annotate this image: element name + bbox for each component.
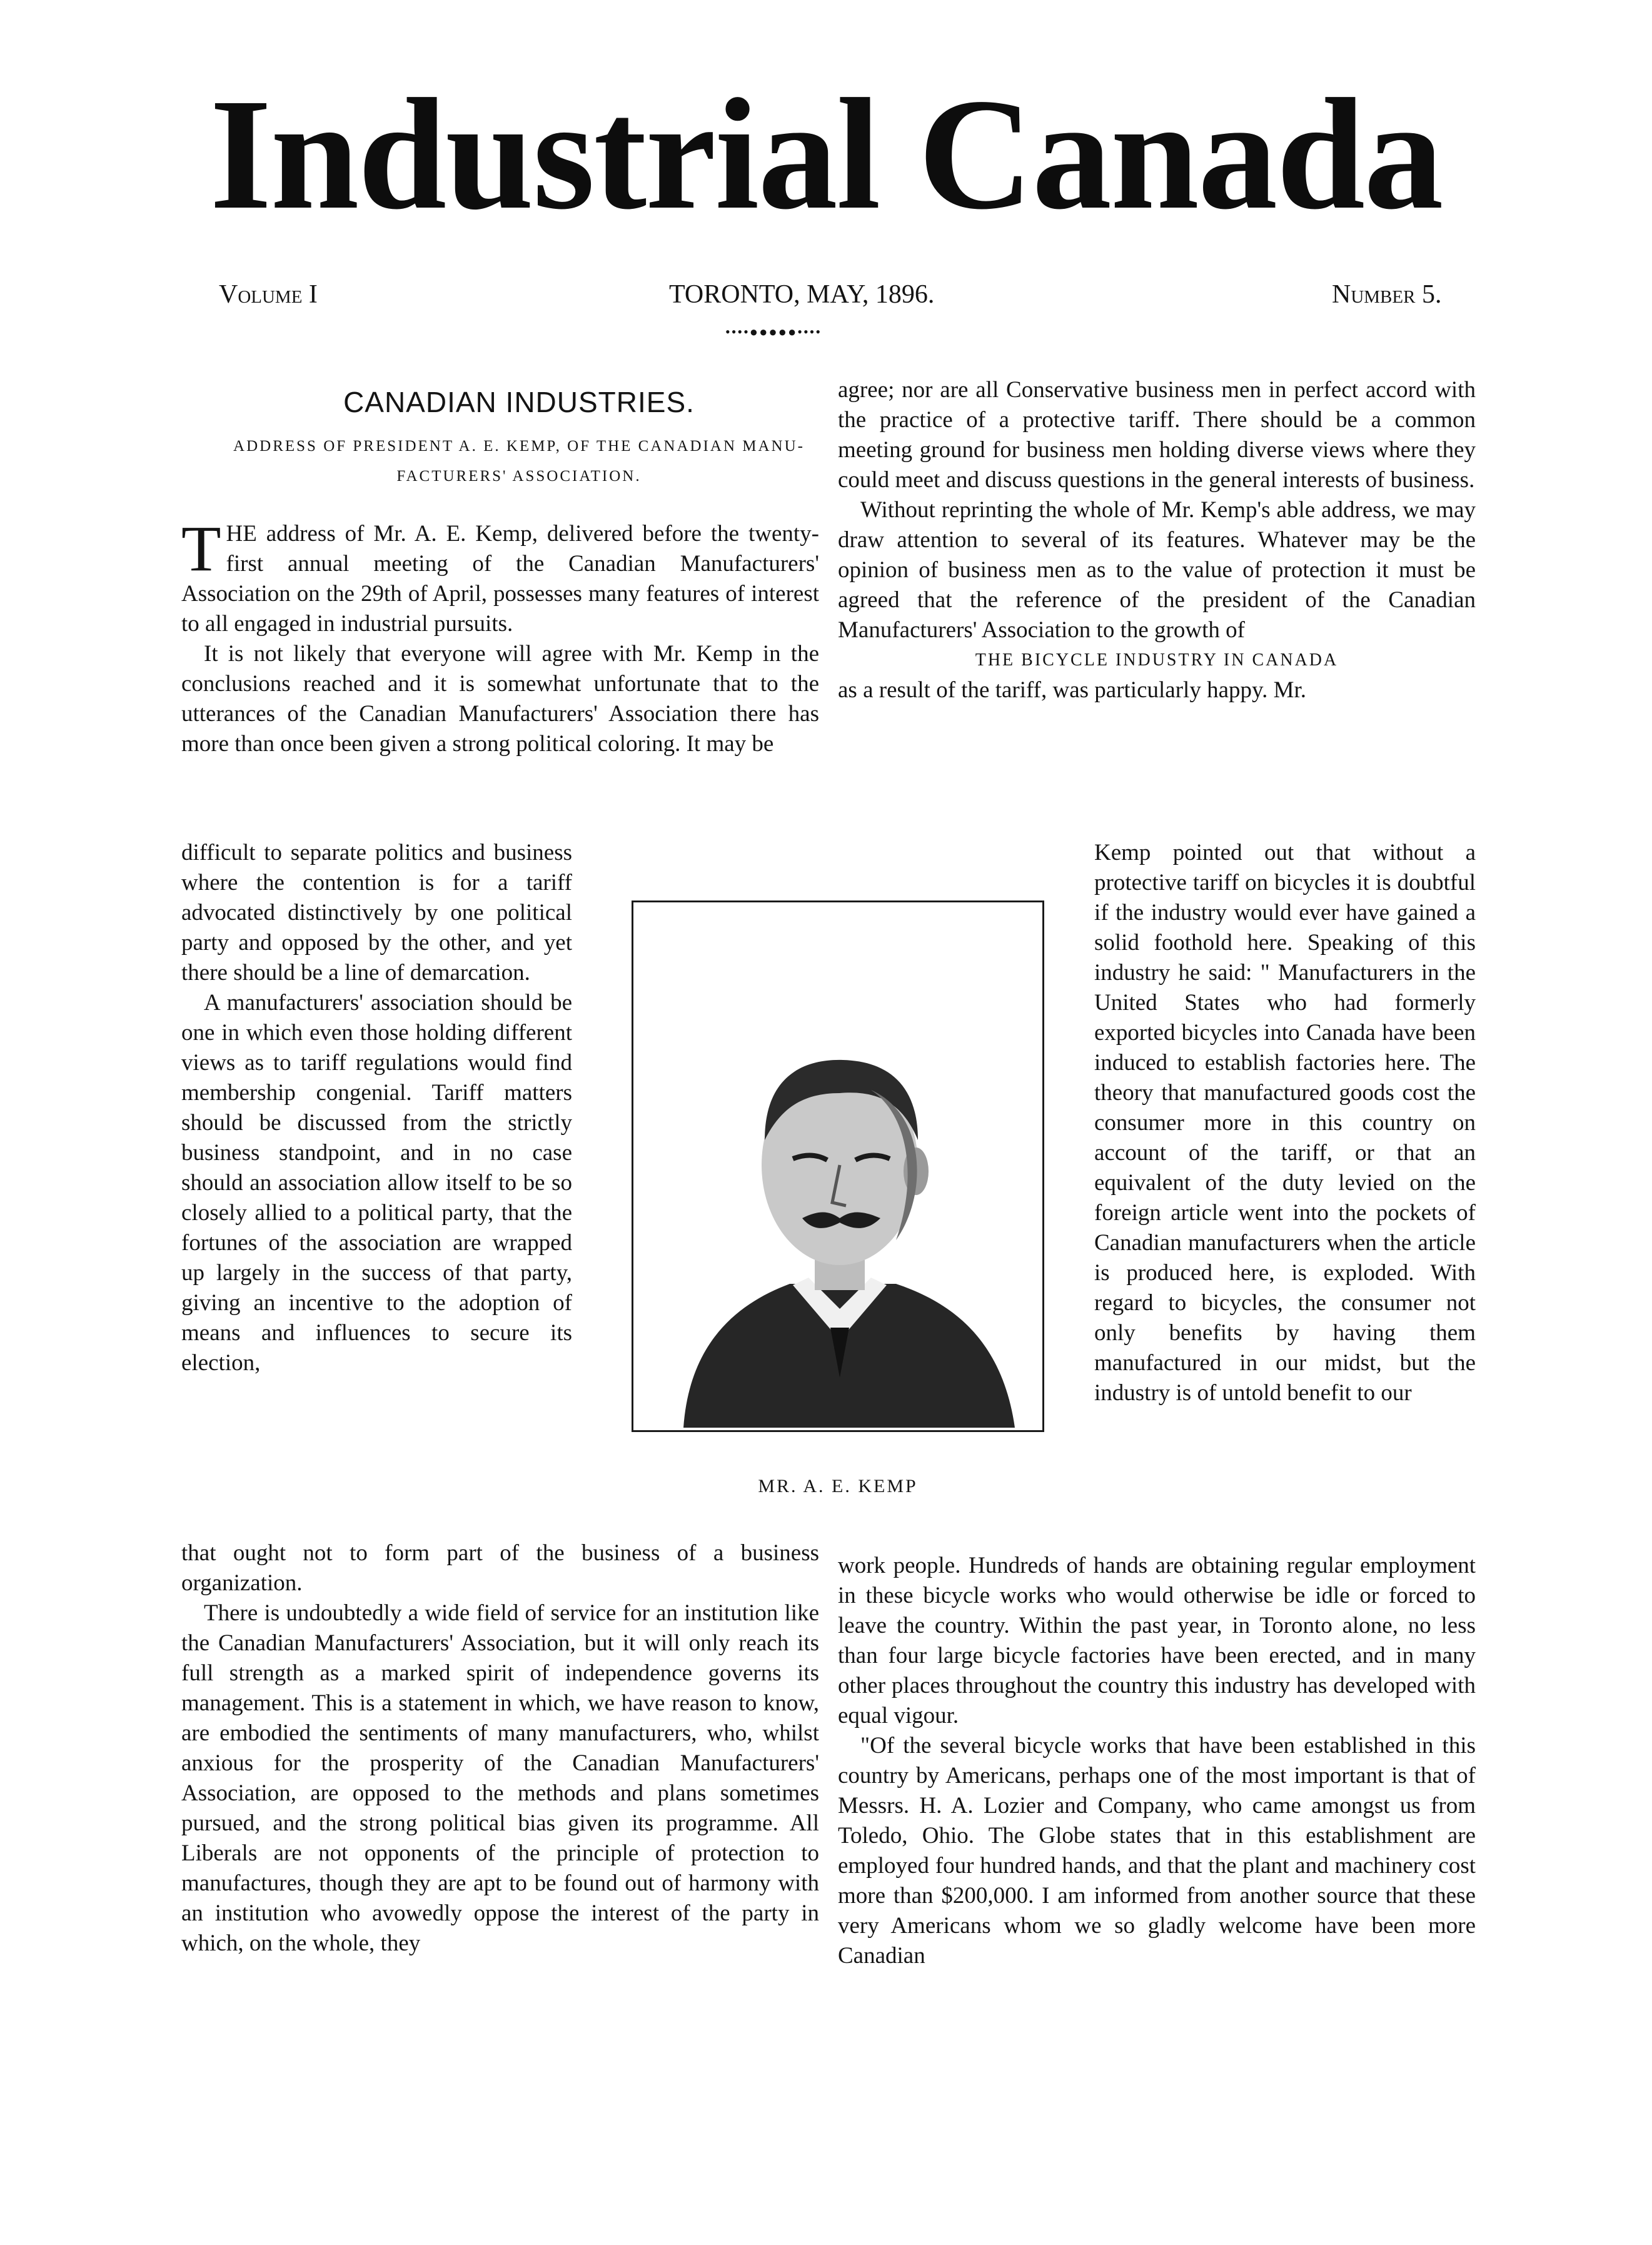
article-subheading — [181, 431, 857, 492]
col2-paragraph-2: Without reprinting the whole of Mr. Kemp's able address, we may draw attention to several of its features. Whatever may be the opinion of business men as to the value of protection it must be agreed that the reference of the president of the Canadian Manufacturers' Association to the growth of — [838, 497, 1476, 643]
col2-paragraph-4: "Of the several bicycle works that have been established in this country by Americans, perhaps one of the most important is that of Messrs. H. A. Lozier and Company, who came amongst us from Toledo, Ohio. The Globe states that in this establishment are employed four hundred hands, and that the plant and machinery cost more than $200,000. I am informed from another source that these very Americans whom we so gladly welcome have been more Canadian — [838, 1733, 1476, 1969]
portrait-photo — [632, 901, 1044, 1432]
paragraph-2: It is not likely that everyone will agree with Mr. Kemp in the conclusions reached and it is somewhat unfortunate that to the utterances of the Canadian Manufacturers' Association there has more than once been given a strong political coloring. It may be — [181, 641, 819, 757]
portrait-caption: MR. A. E. KEMP — [758, 1476, 918, 1496]
col2-paragraph-3: as a result of the tariff, was particularly happy. Mr. — [838, 677, 1307, 703]
issue-number: Number 5. — [1332, 280, 1442, 309]
article-heading: CANADIAN INDUSTRIES. — [343, 386, 695, 418]
column-1-bottom — [181, 1538, 819, 2201]
column-2-bottom — [838, 1551, 1476, 2201]
masthead-title: Industrial Canada — [209, 66, 1443, 243]
column-2-top — [838, 375, 1476, 844]
portrait-illustration — [633, 902, 1042, 1430]
col2-paragraph-3-cont2: work people. Hundreds of hands are obtaining regular employment in these bicycle works who would otherwise be idle or forced to leave the country. Within the past year, in Toronto alone, no less than four large bicycle factories have been erected, and in many other places throughout the country this industry has developed with equal vigour. — [838, 1553, 1476, 1728]
volume-label: Volume I — [219, 280, 318, 309]
subheading-line-2: FACTURERS' ASSOCIATION. — [396, 468, 642, 485]
place-date: TORONTO, MAY, 1896. — [669, 280, 935, 309]
ornament-divider: ••••●●●●●•••• — [725, 324, 822, 340]
subheading-line-1: ADDRESS OF PRESIDENT A. E. KEMP, OF THE CANADIAN MANU- — [233, 438, 805, 455]
paragraph-4: There is undoubtedly a wide field of service for an institution like the Canadian Manufacturers' Association, but it will only reach its full strength as a marked spirit of independence governs its management. This is a statement in which, we have reason to know, are embodied the sentiments of many manufacturers, who, whilst anxious for the prosperity of the Canadian Manufacturers' Association, are opposed to the methods and plans sometimes pursued, and the strong political bias given its programme. All Liberals are not opponents of the principle of protection to manufactures, though they are apt to be found out of harmony with an institution who avowedly oppose the interest of the party in which, on the whole, they — [181, 1600, 819, 1956]
column-1-top — [181, 519, 819, 844]
drop-cap: T — [181, 519, 221, 585]
bicycle-subhead: THE BICYCLE INDUSTRY IN CANADA — [975, 650, 1339, 670]
paragraph-3: A manufacturers' association should be one in which even those holding different views as to tariff regulations would find membership congenial. Tariff matters should be discussed from the strictly business standpoint, and in no case should an association allow itself to be so closely allied to a political party, that the fortunes of the association are wrapped up largely in the success of that party, giving an incentive to the adoption of means and influences to secure its election, — [181, 990, 572, 1376]
paragraph-3-cont: that ought not to form part of the business of a business organization. — [181, 1540, 819, 1596]
col2-paragraph-3-cont: Kemp pointed out that without a protective tariff on bicycles it is doubtful if the industry would ever have gained a solid foothold here. Speaking of this industry he said: " Manufacturers in the United States who had formerly exported bicycles into Canada have been induced to establish factories here. The theory that manufactured goods cost the consumer more in this country on account of the tariff, or that an equivalent of the duty levied on the foreign article went into the pockets of Canadian manufacturers when the article is produced here, is exploded. With regard to bicycles, the consumer not only benefits by having them manufactured in our midst, but the industry is of untold benefit to our — [1094, 840, 1476, 1406]
paragraph-2-cont: difficult to separate politics and business where the contention is for a tariff advocated distinctively by one political party and opposed by the other, and yet there should be a line of demarcation. — [181, 840, 572, 986]
column-1-wrap — [181, 838, 572, 1532]
paragraph-1: HE address of Mr. A. E. Kemp, delivered before the twenty-first annual meeting of the Canadian Manufacturers' Association on the 29th of April, possesses many features of interest to all engaged in industrial pursuits. — [181, 521, 819, 637]
column-2-wrap — [1094, 838, 1476, 1551]
col2-paragraph-1: agree; nor are all Conservative business men in perfect accord with the practice of a protective tariff. There should be a common meeting ground for business men holding diverse views where they could meet and discuss questions in the general interests of business. — [838, 377, 1476, 493]
